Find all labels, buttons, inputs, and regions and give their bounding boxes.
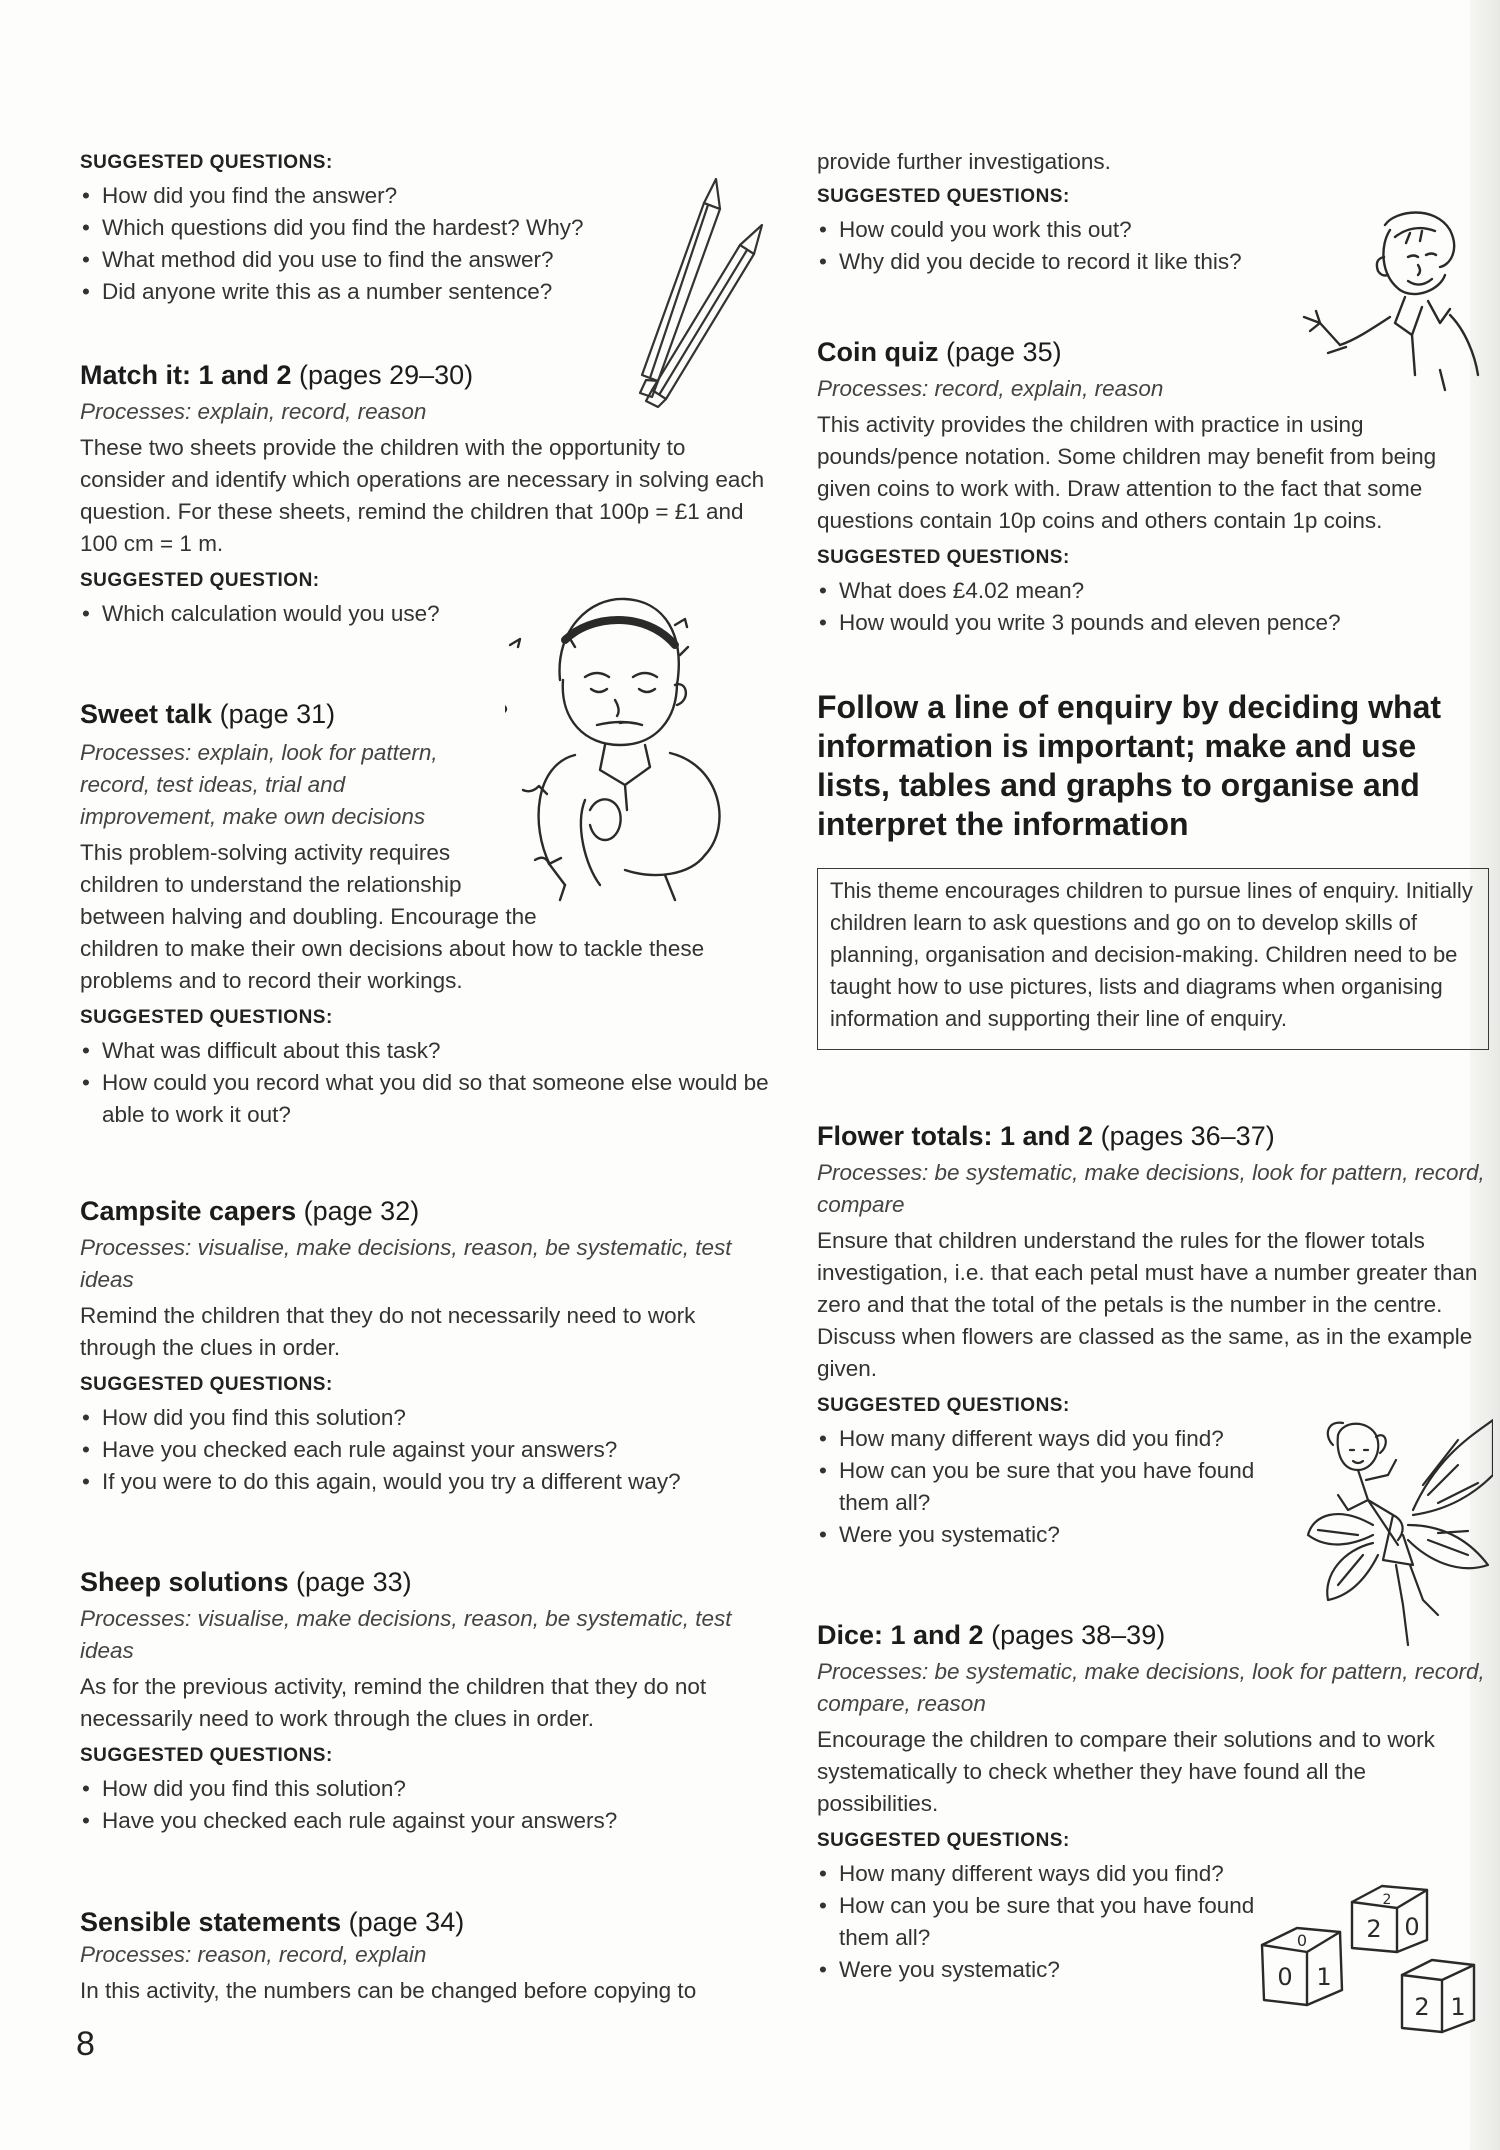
question-list: [80, 1402, 765, 1498]
list-item: • How many different ways did you find?: [817, 1858, 1257, 1890]
suggested-questions-heading: SUGGESTED QUESTIONS:: [817, 1395, 1070, 1416]
list-item: • If you were to do this again, would you try a different way?: [80, 1466, 765, 1498]
die-face-number: 2: [1414, 1993, 1430, 2021]
theme-section: [817, 688, 1489, 1050]
activity-description: These two sheets provide the children with the opportunity to consider and identify which operations are necessary in solving each question. For these sheets, remind the children that 100p = £1 and 100 cm = 1 m.: [80, 435, 765, 556]
list-item: • Have you checked each rule against your answers?: [80, 1805, 765, 1837]
list-item: • What was difficult about this task?: [80, 1035, 770, 1067]
processes-text: Processes: explain, record, reason: [80, 399, 427, 424]
activity-description: Encourage the children to compare their solutions and to work systematically to check whether they have found all the possibilities.: [817, 1727, 1435, 1816]
die-face-number: 0: [1296, 1931, 1308, 1950]
list-item: • Did anyone write this as a number sentence?: [80, 276, 765, 308]
list-item: • Have you checked each rule against your answers?: [80, 1434, 765, 1466]
theme-heading: Follow a line of enquiry by deciding what information is important; make and use lists, tables and graphs to organise and interpret the information: [817, 689, 1442, 842]
die-face-number: 1: [1316, 1963, 1332, 1991]
die-face-number: 0: [1277, 1963, 1293, 1991]
list-item: • How did you find the answer?: [80, 180, 765, 212]
list-item: • How many different ways did you find?: [817, 1423, 1257, 1455]
suggested-questions-heading: SUGGESTED QUESTIONS:: [817, 1830, 1070, 1851]
activity-title: Sweet talk (page 31): [80, 699, 336, 729]
list-item: • How did you find this solution?: [80, 1402, 765, 1434]
list-item: • How would you write 3 pounds and eleven pence?: [817, 607, 1489, 639]
activity-title: Dice: 1 and 2 (pages 38–39): [817, 1620, 1166, 1650]
activity-description: This problem-solving activity requires children to understand the relationship between halving and doubling. Encourage the children to make their own decisions about how to tackle these problems and to record their workings.: [80, 840, 705, 993]
activity-description: In this activity, the numbers can be changed before copying to: [80, 1978, 697, 2003]
question-list: [80, 1773, 765, 1837]
continued-text: provide further investigations.: [817, 149, 1111, 174]
question-list: [80, 1035, 770, 1131]
list-item: • How can you be sure that you have found them all?: [817, 1455, 1257, 1519]
list-item: • Were you systematic?: [817, 1954, 1257, 1986]
die-face-number: 1: [1450, 1993, 1466, 2021]
activity-description: Remind the children that they do not necessarily need to work through the clues in order.: [80, 1303, 696, 1360]
question-list: [817, 575, 1489, 639]
list-item: • How can you be sure that you have found them all?: [817, 1890, 1257, 1954]
suggested-questions-heading: SUGGESTED QUESTIONS:: [80, 1374, 333, 1395]
suggested-questions-heading: SUGGESTED QUESTIONS:: [817, 547, 1070, 568]
suggested-question-heading: SUGGESTED QUESTION:: [80, 570, 320, 591]
question-list: [817, 1423, 1257, 1551]
activity-description: This activity provides the children with practice in using pounds/pence notation. Some children may benefit from being given coins to work with. Draw attention to the fact that some questions contain 10p coins and others contain 1p coins.: [817, 412, 1437, 533]
list-item: • How could you record what you did so that someone else would be able to work it out?: [80, 1067, 770, 1131]
processes-text: Processes: reason, record, explain: [80, 1942, 427, 1967]
dice-illustration: [1252, 1880, 1487, 2040]
theme-description-box: This theme encourages children to pursue lines of enquiry. Initially children learn to ask questions and go on to develop skills of planning, organisation and decision-making. Children need to be taught how to use pictures, lists and diagrams when organising information and supporting their line of enquiry.: [817, 868, 1489, 1050]
list-item: • What method did you use to find the answer?: [80, 244, 765, 276]
activity-description: As for the previous activity, remind the children that they do not necessarily need to work through the clues in order.: [80, 1674, 707, 1731]
activity-title: Campsite capers (page 32): [80, 1196, 420, 1226]
suggested-questions-heading: SUGGESTED QUESTIONS:: [80, 152, 333, 173]
list-item: • What does £4.02 mean?: [817, 575, 1489, 607]
processes-text: Processes: record, explain, reason: [817, 376, 1164, 401]
activity-title: Match it: 1 and 2 (pages 29–30): [80, 360, 474, 390]
list-item: • Were you systematic?: [817, 1519, 1257, 1551]
activity-title: Sensible statements (page 34): [80, 1907, 465, 1937]
list-item: • How did you find this solution?: [80, 1773, 765, 1805]
activity-sensible-statements: [80, 1905, 765, 2007]
die-face-number: 2: [1366, 1915, 1382, 1943]
pointing-boy-illustration: [1300, 205, 1480, 400]
processes-text: Processes: be systematic, make decisions, look for pattern, record, compare: [817, 1160, 1485, 1217]
activity-title: Sheep solutions (page 33): [80, 1567, 412, 1597]
processes-text: Processes: be systematic, make decisions, look for pattern, record, compare, reason: [817, 1659, 1485, 1716]
suggested-questions-heading: SUGGESTED QUESTIONS:: [80, 1007, 333, 1028]
activity-campsite-capers: [80, 1194, 765, 1498]
activity-description: Ensure that children understand the rules for the flower totals investigation, i.e. that each petal must have a number greater than zero and that the total of the petals is the number in the centre. Discuss when flowers are classed as the same, as in the example given.: [817, 1228, 1478, 1381]
activity-title: Coin quiz (page 35): [817, 337, 1062, 367]
question-list: [817, 1858, 1257, 1986]
list-item: • Which calculation would you use?: [80, 598, 770, 630]
activity-title: Flower totals: 1 and 2 (pages 36–37): [817, 1121, 1275, 1151]
activity-sheep-solutions: [80, 1565, 765, 1837]
worried-boy-illustration: [505, 585, 745, 905]
suggested-questions-heading: SUGGESTED QUESTIONS:: [817, 186, 1070, 207]
fairy-illustration: [1298, 1415, 1493, 1650]
suggested-questions-heading: SUGGESTED QUESTIONS:: [80, 1745, 333, 1766]
processes-text: Processes: visualise, make decisions, reason, be systematic, test ideas: [80, 1235, 732, 1292]
die-face-number: 2: [1382, 1892, 1392, 1908]
pencils-illustration: [612, 175, 772, 410]
list-item: • Why did you decide to record it like this?: [817, 246, 1489, 278]
die-face-number: 0: [1404, 1913, 1420, 1941]
processes-text: Processes: explain, look for pattern, record, test ideas, trial and improvement, make own decisions: [80, 740, 438, 829]
processes-text: Processes: visualise, make decisions, reason, be systematic, test ideas: [80, 1606, 732, 1663]
page-number: 8: [76, 2025, 95, 2063]
list-item: • How could you work this out?: [817, 214, 1489, 246]
list-item: • Which questions did you find the hardest? Why?: [80, 212, 765, 244]
